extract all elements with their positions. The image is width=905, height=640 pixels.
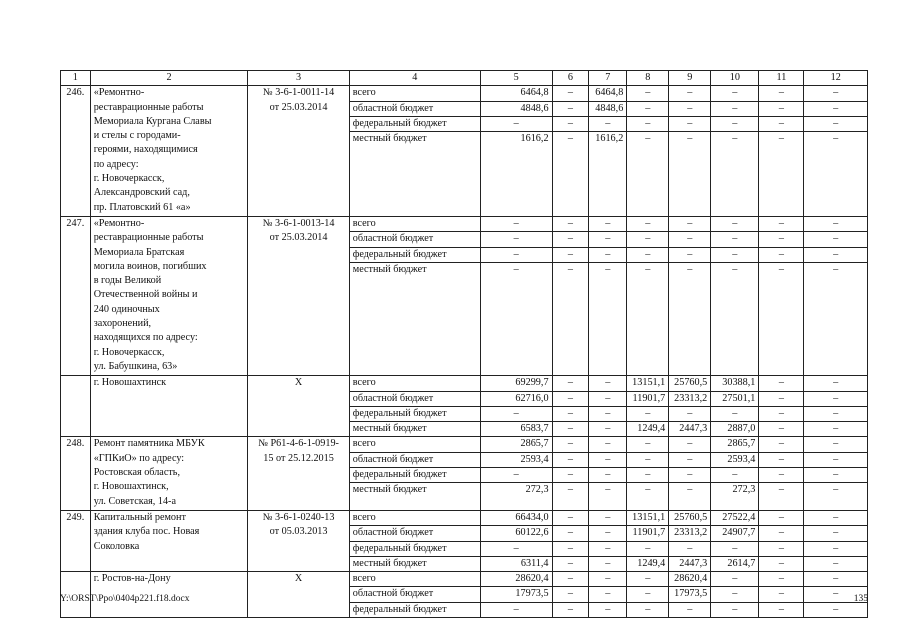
amount-cell: – [589, 216, 627, 231]
header-cell: 3 [248, 71, 349, 86]
amount-cell: – [589, 437, 627, 452]
amount-cell: – [589, 587, 627, 602]
amount-cell: – [759, 526, 804, 541]
record-number: 247. [61, 216, 91, 375]
amount-cell: – [711, 86, 759, 101]
amount-cell: – [589, 510, 627, 525]
amount-cell: 23313,2 [669, 391, 711, 406]
amount-cell: – [552, 572, 589, 587]
amount-cell: 1249,4 [627, 556, 669, 571]
funding-source: всего [349, 572, 480, 587]
document-line: № Р61-4-6-1-0919- [258, 438, 339, 450]
amount-cell: – [552, 556, 589, 571]
amount-cell: 2447,3 [669, 556, 711, 571]
funding-source: областной бюджет [349, 101, 480, 116]
table-row [61, 216, 868, 231]
description-line: Отечественной войны и [93, 289, 198, 301]
amount-cell: – [627, 132, 669, 217]
amount-cell: – [480, 406, 552, 421]
amount-cell: 23313,2 [669, 526, 711, 541]
amount-cell: – [804, 437, 868, 452]
funding-source: местный бюджет [349, 483, 480, 511]
document-line: № 3-6-1-0240-13 [262, 511, 335, 523]
amount-cell: – [711, 468, 759, 483]
amount-cell: – [759, 452, 804, 467]
funding-source: всего [349, 437, 480, 452]
amount-cell: – [711, 262, 759, 375]
amount-cell: – [589, 452, 627, 467]
column-number-header [61, 71, 868, 86]
amount-cell: – [480, 602, 552, 617]
amount-cell: – [552, 132, 589, 217]
document-reference [248, 376, 349, 437]
description-line: Капитальный ремонт [93, 511, 186, 523]
amount-cell: – [759, 247, 804, 262]
description-line: г. Новошахтинск [93, 377, 167, 389]
amount-cell: – [552, 406, 589, 421]
amount-cell: – [480, 116, 552, 131]
amount-cell: – [669, 262, 711, 375]
funding-source: местный бюджет [349, 132, 480, 217]
table-row [61, 86, 868, 101]
amount-cell: – [759, 376, 804, 391]
amount-cell: 6464,8 [480, 86, 552, 101]
document-reference [248, 572, 349, 618]
amount-cell: – [552, 391, 589, 406]
amount-cell: – [589, 406, 627, 421]
amount-cell: – [804, 376, 868, 391]
funding-source: федеральный бюджет [349, 406, 480, 421]
amount-cell: – [804, 132, 868, 217]
amount-cell: 28620,4 [480, 572, 552, 587]
description-line: 240 одиночных [93, 303, 160, 315]
amount-cell: – [552, 602, 589, 617]
description-line: находящихся по адресу: [93, 332, 198, 344]
amount-cell: 2447,3 [669, 422, 711, 437]
table-row [61, 572, 868, 587]
document-line: от 25.03.2014 [269, 101, 328, 113]
amount-cell: 11901,7 [627, 526, 669, 541]
amount-cell: – [804, 116, 868, 131]
description-line: г. Ростов-на-Дону [93, 573, 171, 585]
amount-cell: – [627, 247, 669, 262]
description-line: здания клуба пос. Новая [93, 526, 200, 538]
funding-source: областной бюджет [349, 526, 480, 541]
description-line: реставрационные работы [93, 232, 204, 244]
amount-cell: – [669, 406, 711, 421]
amount-cell: – [711, 541, 759, 556]
funding-source: федеральный бюджет [349, 602, 480, 617]
document-line: Х [294, 377, 303, 389]
amount-cell: – [589, 526, 627, 541]
funding-source: всего [349, 510, 480, 525]
amount-cell: – [627, 437, 669, 452]
amount-cell: – [589, 262, 627, 375]
amount-cell: – [711, 587, 759, 602]
amount-cell: – [589, 422, 627, 437]
amount-cell: – [804, 86, 868, 101]
amount-cell: – [480, 468, 552, 483]
amount-cell: – [759, 572, 804, 587]
amount-cell: 17973,5 [669, 587, 711, 602]
description-line: «ГПКиО» по адресу: [93, 452, 185, 464]
funding-source: федеральный бюджет [349, 541, 480, 556]
amount-cell: 6464,8 [589, 86, 627, 101]
amount-cell: – [589, 468, 627, 483]
record-number: 249. [61, 510, 91, 571]
document-reference [248, 216, 349, 375]
funding-source: федеральный бюджет [349, 468, 480, 483]
amount-cell: 25760,5 [669, 510, 711, 525]
amount-cell: – [552, 376, 589, 391]
amount-cell: 2865,7 [480, 437, 552, 452]
amount-cell: – [552, 232, 589, 247]
amount-cell: 28620,4 [669, 572, 711, 587]
budget-table [60, 70, 868, 618]
amount-cell: – [627, 262, 669, 375]
amount-cell: – [804, 452, 868, 467]
amount-cell: 13151,1 [627, 510, 669, 525]
amount-cell: 62716,0 [480, 391, 552, 406]
description-line: могила воинов, погибших [93, 260, 207, 272]
amount-cell: – [804, 572, 868, 587]
amount-cell: 1249,4 [627, 422, 669, 437]
table-row [61, 437, 868, 452]
amount-cell: – [804, 602, 868, 617]
amount-cell: – [759, 132, 804, 217]
amount-cell: 66434,0 [480, 510, 552, 525]
object-description [90, 510, 248, 571]
amount-cell: – [804, 101, 868, 116]
amount-cell: – [804, 468, 868, 483]
funding-source: местный бюджет [349, 556, 480, 571]
amount-cell: – [589, 232, 627, 247]
amount-cell: – [711, 247, 759, 262]
amount-cell: – [804, 541, 868, 556]
amount-cell: – [759, 468, 804, 483]
amount-cell: 6311,4 [480, 556, 552, 571]
amount-cell: – [552, 510, 589, 525]
amount-cell: – [589, 391, 627, 406]
header-cell: 8 [627, 71, 669, 86]
funding-source: областной бюджет [349, 391, 480, 406]
funding-source: областной бюджет [349, 452, 480, 467]
amount-cell: 25760,5 [669, 376, 711, 391]
amount-cell: – [759, 510, 804, 525]
amount-cell: – [627, 468, 669, 483]
amount-cell: – [804, 483, 868, 511]
amount-cell: – [759, 86, 804, 101]
amount-cell: – [627, 406, 669, 421]
description-line: и стелы с городами- [93, 130, 181, 142]
funding-source: всего [349, 86, 480, 101]
amount-cell: – [804, 391, 868, 406]
amount-cell: – [589, 572, 627, 587]
header-cell: 1 [61, 71, 91, 86]
amount-cell: – [669, 132, 711, 217]
amount-cell: 11901,7 [627, 391, 669, 406]
header-cell: 9 [669, 71, 711, 86]
amount-cell: – [759, 422, 804, 437]
amount-cell: – [669, 247, 711, 262]
header-cell: 5 [480, 71, 552, 86]
amount-cell: – [552, 468, 589, 483]
amount-cell: – [552, 541, 589, 556]
header-cell: 2 [90, 71, 248, 86]
amount-cell: – [589, 116, 627, 131]
amount-cell: 13151,1 [627, 376, 669, 391]
amount-cell: – [759, 483, 804, 511]
amount-cell: – [669, 101, 711, 116]
amount-cell: 4848,6 [589, 101, 627, 116]
amount-cell: – [627, 483, 669, 511]
amount-cell: – [552, 216, 589, 231]
amount-cell: – [627, 86, 669, 101]
amount-cell: – [804, 422, 868, 437]
amount-cell: – [804, 247, 868, 262]
table-body [61, 71, 868, 618]
description-line: г. Новочеркасск, [93, 346, 165, 358]
record-number: 246. [61, 86, 91, 217]
description-line: в годы Великой [93, 275, 162, 287]
description-line: Ремонт памятника МБУК [93, 438, 205, 450]
description-line: Ростовская область, [93, 467, 180, 479]
description-line: Соколовка [93, 540, 140, 552]
header-cell: 10 [711, 71, 759, 86]
amount-cell: – [804, 232, 868, 247]
amount-cell: – [759, 556, 804, 571]
description-line: по адресу: [93, 158, 139, 170]
amount-cell: – [627, 216, 669, 231]
amount-cell: – [669, 116, 711, 131]
document-line: Х [294, 573, 303, 585]
amount-cell: 2593,4 [480, 452, 552, 467]
amount-cell: – [669, 437, 711, 452]
amount-cell: 272,3 [711, 483, 759, 511]
amount-cell: – [759, 216, 804, 231]
amount-cell: – [669, 452, 711, 467]
description-line: «Ремонтно- [93, 87, 145, 99]
amount-cell: – [627, 572, 669, 587]
amount-cell: – [759, 262, 804, 375]
record-number: 248. [61, 437, 91, 510]
amount-cell: – [480, 232, 552, 247]
amount-cell: 1616,2 [480, 132, 552, 217]
record-number [61, 376, 91, 437]
amount-cell: – [804, 262, 868, 375]
amount-cell: – [552, 422, 589, 437]
document-line: от 05.03.2013 [269, 526, 328, 538]
amount-cell: – [627, 101, 669, 116]
amount-cell: – [552, 262, 589, 375]
description-line: ул. Бабушкина, 63» [93, 360, 178, 372]
amount-cell: 1616,2 [589, 132, 627, 217]
amount-cell: – [589, 376, 627, 391]
amount-cell: – [552, 526, 589, 541]
document-line: 15 от 25.12.2015 [263, 452, 334, 464]
amount-cell: – [669, 216, 711, 231]
amount-cell: – [480, 541, 552, 556]
amount-cell: – [627, 602, 669, 617]
funding-source: федеральный бюджет [349, 247, 480, 262]
document-reference [248, 437, 349, 510]
amount-cell: – [711, 406, 759, 421]
funding-source: областной бюджет [349, 232, 480, 247]
amount-cell: – [759, 406, 804, 421]
header-cell: 4 [349, 71, 480, 86]
funding-source: федеральный бюджет [349, 116, 480, 131]
amount-cell: – [552, 452, 589, 467]
footer-file-path: Y:\ORST\Ppo\0404p221.f18.docx [60, 594, 190, 604]
funding-source: областной бюджет [349, 587, 480, 602]
object-description [90, 216, 248, 375]
amount-cell: 2865,7 [711, 437, 759, 452]
description-line: Мемориала Кургана Славы [93, 115, 212, 127]
amount-cell: – [669, 541, 711, 556]
amount-cell: 30388,1 [711, 376, 759, 391]
amount-cell: – [759, 587, 804, 602]
amount-cell: – [552, 86, 589, 101]
funding-source: всего [349, 376, 480, 391]
description-line: героями, находящимися [93, 144, 198, 156]
description-line: пр. Платовский 61 «а» [93, 201, 191, 213]
amount-cell: – [552, 116, 589, 131]
amount-cell: – [711, 572, 759, 587]
amount-cell: – [589, 247, 627, 262]
funding-source: всего [349, 216, 480, 231]
amount-cell: – [804, 526, 868, 541]
amount-cell: – [759, 116, 804, 131]
amount-cell: – [589, 541, 627, 556]
amount-cell: 6583,7 [480, 422, 552, 437]
amount-cell: – [711, 101, 759, 116]
description-line: Александровский сад, [93, 187, 190, 199]
amount-cell: – [669, 86, 711, 101]
amount-cell: 2614,7 [711, 556, 759, 571]
description-line: реставрационные работы [93, 101, 204, 113]
amount-cell: – [627, 541, 669, 556]
object-description [90, 437, 248, 510]
table-row [61, 376, 868, 391]
amount-cell: – [804, 556, 868, 571]
document-reference [248, 510, 349, 571]
amount-cell: – [669, 232, 711, 247]
header-cell: 6 [552, 71, 589, 86]
description-line: г. Новошахтинск, [93, 481, 169, 493]
header-cell: 12 [804, 71, 868, 86]
amount-cell: – [552, 247, 589, 262]
amount-cell: 4848,6 [480, 101, 552, 116]
amount-cell: – [804, 216, 868, 231]
amount-cell: – [480, 216, 552, 231]
amount-cell: – [627, 232, 669, 247]
table-row [61, 510, 868, 525]
amount-cell: – [804, 510, 868, 525]
description-line: Мемориала Братская [93, 246, 185, 258]
description-line: захоронений, [93, 318, 152, 330]
document-line: № 3-6-1-0013-14 [262, 217, 335, 229]
document-line: № 3-6-1-0011-14 [262, 87, 335, 99]
amount-cell: – [627, 587, 669, 602]
amount-cell: – [669, 468, 711, 483]
object-description [90, 86, 248, 217]
amount-cell: 2887,0 [711, 422, 759, 437]
amount-cell: – [669, 602, 711, 617]
amount-cell: – [759, 437, 804, 452]
header-cell: 7 [589, 71, 627, 86]
amount-cell: 60122,6 [480, 526, 552, 541]
amount-cell: – [711, 232, 759, 247]
amount-cell: 2593,4 [711, 452, 759, 467]
description-line: «Ремонтно- [93, 217, 145, 229]
amount-cell: 24907,7 [711, 526, 759, 541]
amount-cell: – [711, 216, 759, 231]
amount-cell: – [804, 587, 868, 602]
amount-cell: – [627, 452, 669, 467]
amount-cell: – [669, 483, 711, 511]
amount-cell: – [480, 247, 552, 262]
object-description [90, 376, 248, 437]
amount-cell: – [589, 483, 627, 511]
amount-cell: – [552, 437, 589, 452]
amount-cell: 69299,7 [480, 376, 552, 391]
page-number: 135 [853, 594, 868, 604]
amount-cell: – [759, 232, 804, 247]
amount-cell: – [589, 556, 627, 571]
document-reference [248, 86, 349, 217]
amount-cell: – [759, 391, 804, 406]
amount-cell: 27501,1 [711, 391, 759, 406]
funding-source: местный бюджет [349, 422, 480, 437]
amount-cell: – [804, 406, 868, 421]
amount-cell: – [711, 116, 759, 131]
document-line: от 25.03.2014 [269, 232, 328, 244]
amount-cell: – [711, 132, 759, 217]
amount-cell: – [552, 587, 589, 602]
amount-cell: – [627, 116, 669, 131]
amount-cell: – [552, 101, 589, 116]
amount-cell: 272,3 [480, 483, 552, 511]
amount-cell: 17973,5 [480, 587, 552, 602]
description-line: г. Новочеркасск, [93, 173, 165, 185]
amount-cell: – [480, 262, 552, 375]
amount-cell: 27522,4 [711, 510, 759, 525]
amount-cell: – [759, 602, 804, 617]
description-line: ул. Советская, 14-а [93, 495, 176, 507]
amount-cell: – [711, 602, 759, 617]
amount-cell: – [759, 101, 804, 116]
amount-cell: – [759, 541, 804, 556]
funding-source: местный бюджет [349, 262, 480, 375]
amount-cell: – [589, 602, 627, 617]
amount-cell: – [552, 483, 589, 511]
header-cell: 11 [759, 71, 804, 86]
